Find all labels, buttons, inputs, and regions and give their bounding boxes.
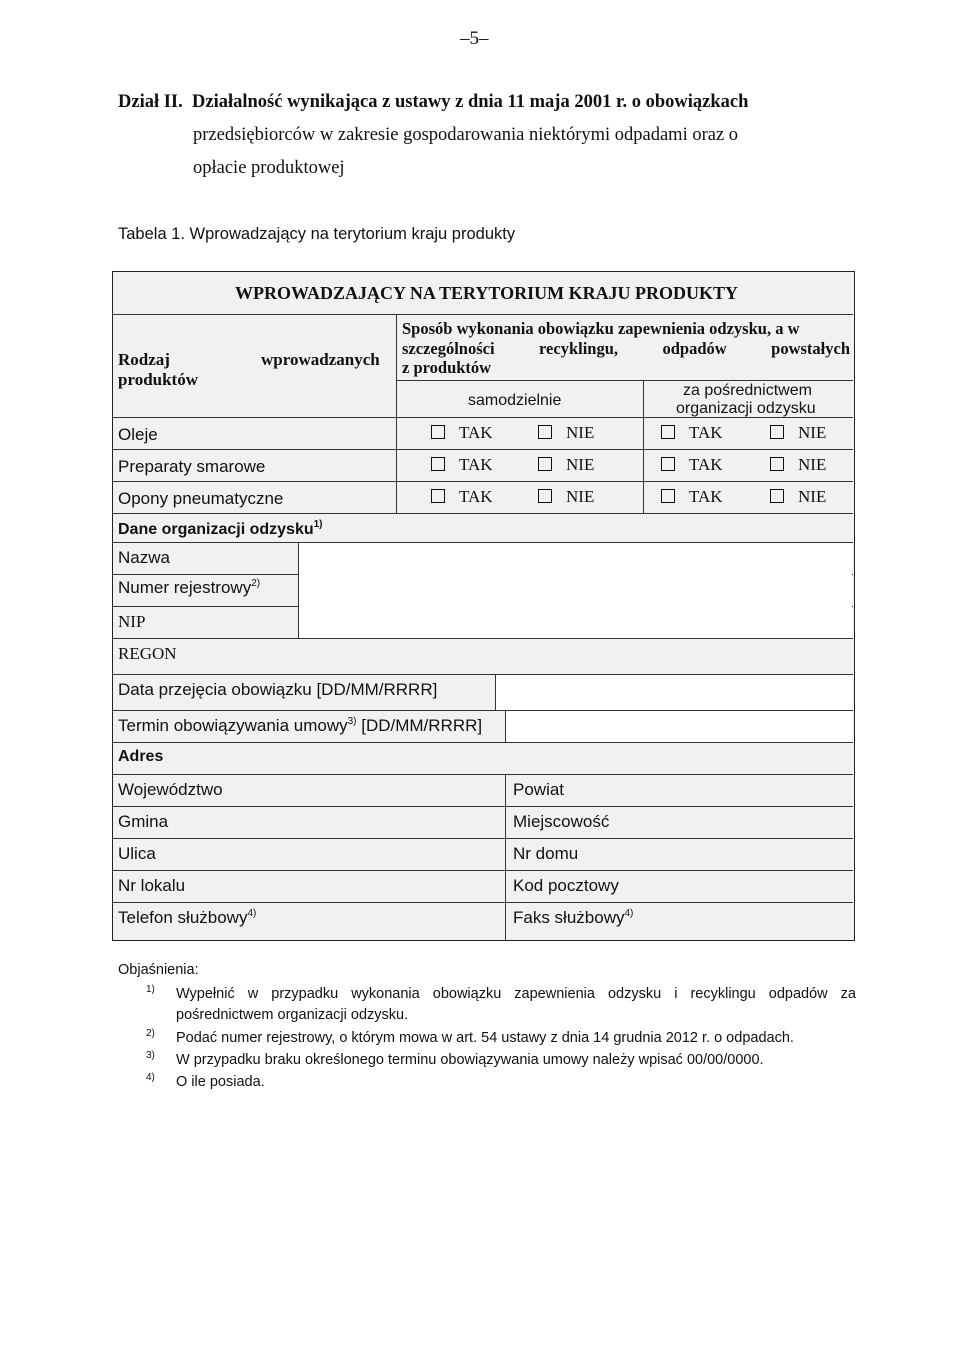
col-via-line2: organizacji odzysku	[676, 400, 816, 417]
checkbox-box-icon	[538, 457, 552, 471]
checkbox-tak[interactable]: TAK	[431, 423, 493, 443]
col-product-type-1: Rodzaj	[118, 350, 170, 369]
field-label-locality: Miejscowość	[513, 812, 610, 831]
checkbox-box-icon	[431, 425, 445, 439]
field-label-phone: Telefon służbowy$^{4)}$	[118, 908, 257, 927]
checkbox-box-icon	[661, 425, 675, 439]
address-section-header: Adres	[118, 748, 164, 765]
org-section-header: Dane organizacji odzysku$^{1)}$	[118, 519, 323, 538]
field-label-term: Termin obowiązywania umowy$^{3)}$ [DD/MM/RRRR]	[118, 716, 483, 735]
products-table	[112, 271, 855, 941]
section-heading	[118, 86, 853, 185]
checkbox-nie[interactable]: NIE	[538, 487, 594, 507]
checkbox-box-icon	[431, 457, 445, 471]
field-label-regon: REGON	[118, 644, 177, 663]
checkbox-box-icon	[770, 457, 784, 471]
checkbox-tak[interactable]: TAK	[661, 455, 723, 475]
col-method-line1: Sposób wykonania obowiązku zapewnienia odzysku, a w	[402, 319, 800, 338]
product-row-label: Opony pneumatyczne	[118, 489, 284, 508]
page-number: –5–	[460, 28, 489, 49]
section-label: Dział II.	[118, 92, 183, 112]
field-label-postal-code: Kod pocztowy	[513, 876, 619, 895]
checkbox-box-icon	[431, 489, 445, 503]
product-row-label: Preparaty smarowe	[118, 457, 266, 476]
col-product-type-2: produktów	[118, 370, 198, 389]
col-method-line2: szczególności recyklingu, odpadów powstałych	[402, 339, 850, 358]
field-label-voivodeship: Województwo	[118, 780, 223, 799]
col-self: samodzielnie	[468, 392, 562, 409]
field-label-house-no: Nr domu	[513, 844, 579, 863]
field-label-commune: Gmina	[118, 812, 169, 831]
field-label-county: Powiat	[513, 780, 565, 799]
section-title-line1: Działalność wynikająca z ustawy z dnia 11 maja 2001 r. o obowiązkach	[192, 92, 749, 112]
checkbox-box-icon	[770, 489, 784, 503]
section-title-line2: przedsiębiorców w zakresie gospodarowania niektórymi odpadami oraz o	[193, 125, 739, 145]
col-introduced: wprowadzanych	[261, 350, 380, 369]
footnotes-title: Objaśnienia:	[118, 962, 199, 978]
checkbox-nie[interactable]: NIE	[770, 487, 826, 507]
checkbox-tak[interactable]: TAK	[431, 487, 493, 507]
field-label-name: Nazwa	[118, 548, 170, 567]
checkbox-nie[interactable]: NIE	[770, 455, 826, 475]
checkbox-nie[interactable]: NIE	[538, 455, 594, 475]
checkbox-box-icon	[538, 489, 552, 503]
checkbox-tak[interactable]: TAK	[431, 455, 493, 475]
checkbox-box-icon	[661, 489, 675, 503]
field-label-nip: NIP	[118, 612, 146, 631]
checkbox-box-icon	[770, 425, 784, 439]
checkbox-nie[interactable]: NIE	[770, 423, 826, 443]
field-label-street: Ulica	[118, 844, 156, 863]
checkbox-box-icon	[661, 457, 675, 471]
section-title-line3: opłacie produktowej	[193, 158, 345, 178]
checkbox-tak[interactable]: TAK	[661, 423, 723, 443]
field-label-reg-number: Numer rejestrowy$^{2)}$	[118, 578, 261, 597]
field-label-fax: Faks służbowy$^{4)}$	[513, 908, 634, 927]
field-label-date-taken: Data przejęcia obowiązku [DD/MM/RRRR]	[118, 680, 438, 699]
table-title: Tabela 1. Wprowadzający na terytorium kraju produkty	[118, 225, 516, 243]
product-row-label: Oleje	[118, 425, 158, 444]
col-via-line1: za pośrednictwem	[683, 382, 812, 399]
checkbox-box-icon	[538, 425, 552, 439]
field-label-apt-no: Nr lokalu	[118, 876, 186, 895]
checkbox-tak[interactable]: TAK	[661, 487, 723, 507]
checkbox-nie[interactable]: NIE	[538, 423, 594, 443]
table-header: WPROWADZAJĄCY NA TERYTORIUM KRAJU PRODUKTY	[235, 283, 739, 303]
col-method-line3: z produktów	[402, 358, 492, 377]
